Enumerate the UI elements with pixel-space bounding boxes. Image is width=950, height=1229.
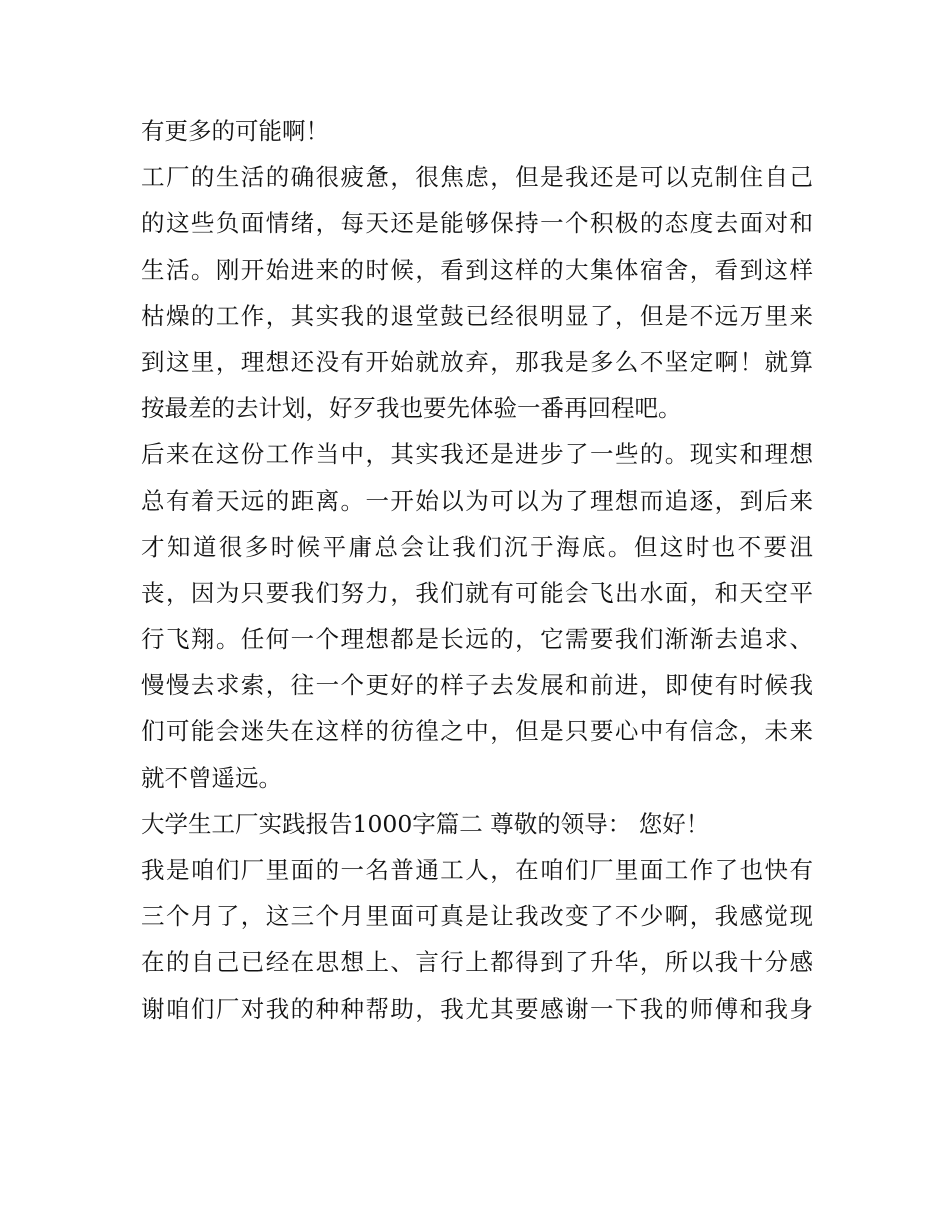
text-line: 有更多的可能啊！ [141,117,329,145]
text-line: 到这里，理想还没有开始就放弃，那我是多么不坚定啊！就算 [141,347,813,376]
document-body [141,108,813,1032]
text-line: 我是咱们厂里面的一名普通工人，在咱们厂里面工作了也快有 [141,856,813,884]
text-line: 们可能会迷失在这样的彷徨之中，但是只要心中有信念，未来 [141,717,813,746]
text-line: 生活。刚开始进来的时候，看到这样的大集体宿舍，看到这样 [141,255,813,284]
text-line: 行飞翔。任何一个理想都是长远的，它需要我们渐渐去追求、 [141,625,813,654]
text-line: 就不曾遥远。 [141,763,282,792]
text-line: 按最差的去计划，好歹我也要先体验一番再回程吧。 [141,394,682,423]
text-line: 慢慢去求索，往一个更好的样子去发展和前进，即使有时候我 [141,671,813,700]
text-line: 的这些负面情绪，每天还是能够保持一个积极的态度去面对和 [141,209,813,238]
text-line: 工厂的生活的确很疲惫，很焦虑，但是我还是可以克制住自己 [141,163,813,192]
text-line: 大学生工厂实践报告1000字篇二 尊敬的领导： 您好！ [141,809,710,838]
text-line: 总有着天远的距离。一开始以为可以为了理想而追逐，到后来 [141,486,813,515]
text-line: 枯燥的工作，其实我的退堂鼓已经很明显了，但是不远万里来 [141,301,813,330]
text-line: 丧，因为只要我们努力，我们就有可能会飞出水面，和天空平 [141,578,813,607]
text-line: 谢咱们厂对我的种种帮助，我尤其要感谢一下我的师傅和我身 [141,994,813,1023]
text-line: 才知道很多时候平庸总会让我们沉于海底。但这时也不要沮 [141,532,813,561]
text-line: 在的自己已经在思想上、言行上都得到了升华，所以我十分感 [141,948,813,977]
text-line: 后来在这份工作当中，其实我还是进步了一些的。现实和理想 [141,440,813,469]
text-line: 三个月了，这三个月里面可真是让我改变了不少啊，我感觉现 [141,902,813,931]
